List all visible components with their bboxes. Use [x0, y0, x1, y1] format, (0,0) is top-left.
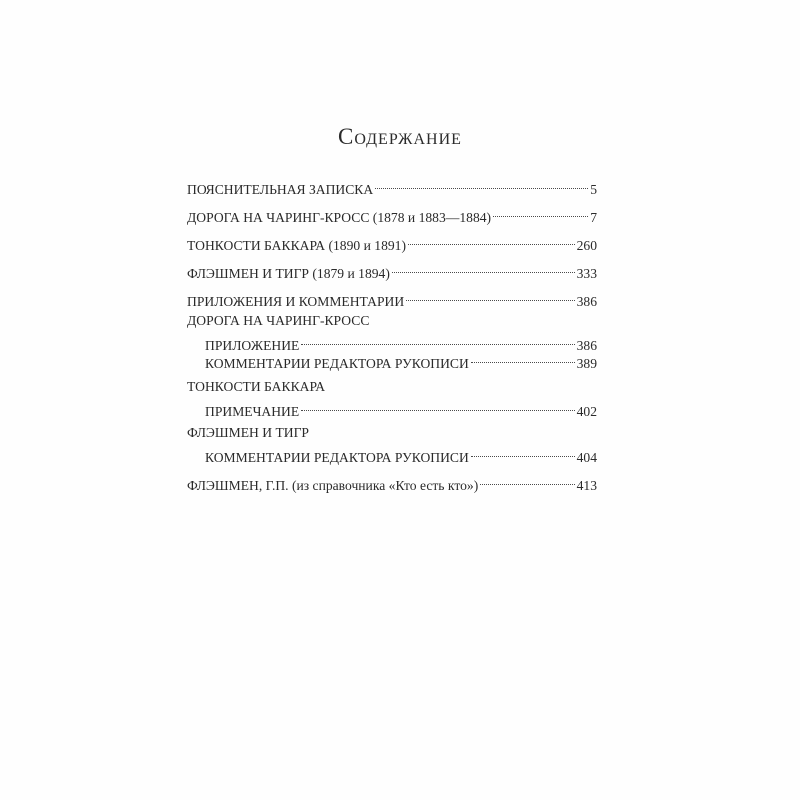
dot-leader [471, 346, 575, 368]
dot-leader [493, 200, 588, 222]
toc-entry-label: ПОЯСНИТЕЛЬНАЯ ЗАПИСКА [187, 182, 374, 197]
dot-leader [406, 284, 574, 306]
toc-entry-page: 402 [576, 404, 597, 419]
toc-entry-label: ПРИМЕЧАНИЕ [205, 404, 300, 419]
toc-entry-page: 5 [590, 182, 597, 197]
dot-leader [480, 468, 574, 490]
toc-entry-page: 386 [576, 338, 597, 353]
toc-entry-page: 7 [590, 210, 597, 225]
toc-entry-page: 386 [576, 294, 597, 309]
dot-leader [301, 394, 574, 416]
toc-entry-whos-who [187, 468, 597, 493]
page-title: Содержание [338, 124, 462, 149]
toc-entry-label: ДОРОГА НА ЧАРИНГ-КРОСС (1878 и 1883—1884) [187, 210, 492, 225]
dot-leader [375, 172, 588, 194]
toc-entry-label: КОММЕНТАРИИ РЕДАКТОРА РУКОПИСИ [205, 450, 469, 465]
toc-entry-explanatory-note [187, 172, 597, 197]
dot-leader [408, 228, 575, 250]
toc-entry-label: ПРИЛОЖЕНИЯ И КОММЕНТАРИИ [187, 294, 405, 309]
toc-entry-page: 404 [576, 450, 597, 465]
dot-leader [471, 440, 575, 462]
toc-group-heading: ФЛЭШМЕН И ТИГР [187, 425, 309, 440]
toc-group-heading: ДОРОГА НА ЧАРИНГ-КРОСС [187, 313, 370, 328]
toc-entry-road-to-charing-cross [187, 200, 597, 225]
toc-entry-label: КОММЕНТАРИИ РЕДАКТОРА РУКОПИСИ [205, 356, 469, 371]
toc-entry-flashman-tiger [187, 256, 597, 281]
dot-leader [392, 256, 575, 278]
toc-entry-page: 260 [576, 238, 597, 253]
toc-entry-page: 413 [576, 478, 597, 493]
toc-group-heading: ТОНКОСТИ БАККАРА [187, 379, 326, 394]
toc-entry-label: ТОНКОСТИ БАККАРА (1890 и 1891) [187, 238, 406, 253]
toc-entry-page: 333 [576, 266, 597, 281]
toc-entry-page: 389 [576, 356, 597, 371]
toc-subentry-editor-comments [205, 440, 597, 465]
toc-entry-label: ПРИЛОЖЕНИЕ [205, 338, 300, 353]
toc-entry-label: ФЛЭШМЕН, Г.П. (из справочника «Кто есть кто») [187, 478, 479, 493]
toc-entry-appendices [187, 284, 597, 309]
toc-entry-label: ФЛЭШМЕН И ТИГР (1879 и 1894) [187, 266, 390, 281]
toc-subentry-editor-comments [205, 346, 597, 371]
toc-subentry-note [205, 394, 597, 419]
toc-entry-baccarat [187, 228, 597, 253]
